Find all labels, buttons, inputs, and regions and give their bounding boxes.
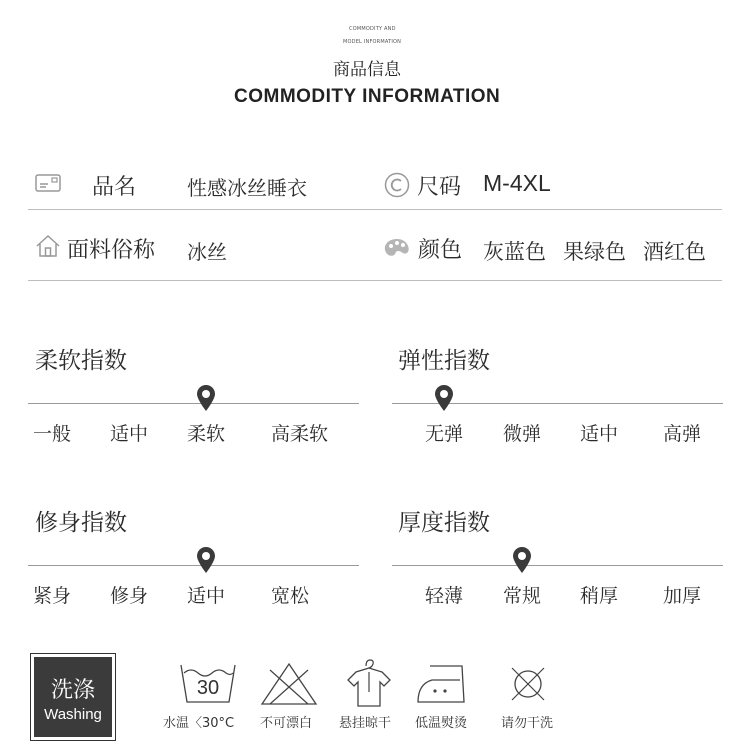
low-iron-icon [416,664,466,704]
location-pin-icon [195,384,217,412]
washing-badge [30,653,116,741]
softness-option: 一般 [33,423,72,445]
location-pin-icon [195,546,217,574]
divider [28,209,722,210]
thickness-option: 稍厚 [580,585,619,607]
location-pin-icon [511,546,533,574]
elasticity-option: 无弹 [425,423,464,445]
washing-title-en: Washing [44,706,102,723]
section-title-cn: 商品信息 [333,60,401,80]
copyright-icon [384,172,410,198]
softness-index-title: 柔软指数 [35,348,127,374]
tag-card-icon [35,174,61,192]
elasticity-option: 高弹 [663,423,702,445]
fit-option: 紧身 [33,585,72,607]
softness-option: 适中 [110,423,149,445]
care-label-wash: 水温〈30°C [163,716,235,731]
softness-scale-line [28,403,359,404]
thickness-option: 轻薄 [425,585,464,607]
fit-option: 修身 [110,585,149,607]
section-title-en: COMMODITY INFORMATION [234,86,501,107]
thickness-index-title: 厚度指数 [398,510,490,536]
palette-icon [383,237,411,259]
color-value-3: 酒红色 [643,240,706,264]
fit-option: 适中 [187,585,226,607]
size-label: 尺码 [417,175,462,200]
washing-title-cn: 洗涤 [50,678,95,703]
name-label: 品名 [92,175,137,200]
color-value-1: 灰蓝色 [483,240,546,264]
fit-scale-line [28,565,359,566]
care-label-hang: 悬挂晾干 [339,716,392,731]
size-value: M-4XL [483,170,551,196]
care-label-bleach: 不可漂白 [260,716,313,731]
elasticity-option: 适中 [580,423,619,445]
location-pin-icon [433,384,455,412]
thickness-scale-line [392,565,723,566]
elasticity-index-title: 弹性指数 [398,348,490,374]
home-icon [35,234,61,258]
no-dry-clean-icon [510,666,546,702]
fit-option: 宽松 [271,585,310,607]
care-label-dryclean: 请勿干洗 [501,716,554,731]
care-label-iron: 低温熨烫 [415,716,468,731]
hang-dry-icon [346,658,392,708]
wash-30-icon [180,662,236,704]
thickness-option: 加厚 [663,585,702,607]
name-value: 性感冰丝睡衣 [187,176,307,200]
thickness-option: 常规 [503,585,542,607]
fit-index-title: 修身指数 [35,510,127,536]
wash-temp-number: 30 [196,677,220,699]
tiny-header-line-2: MODEL INFORMATION [343,39,402,45]
color-label: 颜色 [418,238,463,263]
elasticity-option: 微弹 [503,423,542,445]
fabric-label: 面料俗称 [67,238,156,263]
tiny-header-line-1: COMMODITY AND [349,26,396,32]
fabric-value: 冰丝 [187,240,227,264]
no-bleach-icon [260,662,318,706]
softness-option: 高柔软 [271,423,329,445]
softness-option: 柔软 [187,423,226,445]
divider [28,280,722,281]
color-value-2: 果绿色 [563,240,626,264]
